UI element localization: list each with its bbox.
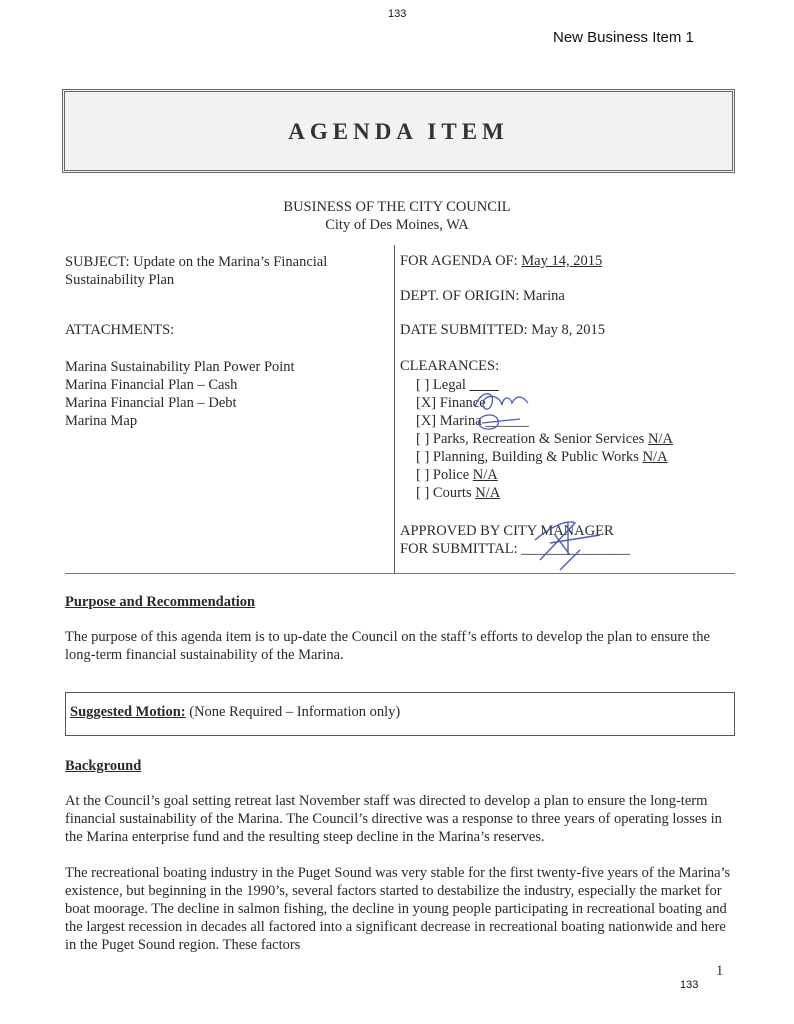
clearance-label: Police: [432, 467, 470, 483]
clearance-value: N/A: [647, 431, 673, 447]
clearance-police: [416, 466, 673, 484]
checkbox: [ ]: [416, 431, 430, 447]
checkbox: [ ]: [416, 485, 430, 501]
clearance-label: Planning, Building & Public Works: [432, 449, 639, 465]
clearances-label: CLEARANCES:: [400, 358, 500, 374]
suggested-motion: [70, 704, 400, 721]
attachment-item: Marina Sustainability Plan Power Point: [65, 359, 295, 375]
signature-blank: _______________: [521, 541, 631, 557]
suggested-motion-box: [65, 692, 735, 736]
agenda-of-value: May 14, 2015: [521, 253, 603, 269]
agenda-of-label: FOR AGENDA OF:: [400, 253, 522, 269]
clearance-courts: [416, 484, 673, 502]
approved-line1: APPROVED BY CITY MANAGER: [400, 523, 614, 539]
attachments-label: ATTACHMENTS:: [65, 322, 175, 338]
attachment-item: Marina Financial Plan – Debt: [65, 395, 237, 411]
subject: [65, 253, 327, 289]
clearance-label: Marina: [439, 413, 482, 429]
header-divider: [65, 573, 735, 574]
suggested-motion-text: (None Required – Information only): [185, 704, 401, 720]
approved-label: FOR SUBMITTAL:: [400, 541, 522, 557]
business-line1: BUSINESS OF THE CITY COUNCIL: [283, 199, 511, 215]
clearance-label: Legal: [432, 377, 466, 393]
business-line2: City of Des Moines, WA: [325, 217, 469, 233]
clearance-legal: [416, 376, 673, 394]
clearance-parks: [416, 430, 673, 448]
finance-initials-signature: [470, 385, 540, 435]
dept-origin: DEPT. OF ORIGIN: Marina: [400, 288, 565, 304]
background-para2: The recreational boating industry in the Puget Sound was very stable for the first twenty-five years of the Marina’s existence, but beginning in the 1990’s, several factors started to destabilize the industry, especially the market for boat moorage. The decline in salmon fishing, the decline in young people participating in recreational boating and the largest recession in decades all factored into a significant decrease in recreational boating nationwide and here in the Puget Sound region. These factors: [65, 865, 731, 953]
agenda-of: [400, 253, 602, 270]
clearances-list: [416, 376, 673, 502]
page-title: AGENDA ITEM: [288, 119, 509, 144]
clearance-label: Courts: [432, 485, 472, 501]
item-label: New Business Item 1: [553, 29, 694, 46]
clearance-value: N/A: [472, 467, 498, 483]
purpose-heading: Purpose and Recommendation: [65, 594, 256, 610]
column-divider: [394, 245, 395, 573]
checkbox: [ ]: [416, 467, 430, 483]
clearance-label: Parks, Recreation & Senior Services: [432, 431, 645, 447]
stamp-number: 133: [680, 979, 699, 991]
checkbox: [ ]: [416, 449, 430, 465]
clearance-value: ____: [469, 377, 499, 393]
checkbox: [X]: [416, 413, 437, 429]
page-number: 1: [716, 963, 724, 979]
clearance-marina: [416, 412, 673, 430]
background-para1: At the Council’s goal setting retreat last November staff was directed to develop a plan to ensure the long-term financial sustainability of the Marina. The Council’s directive was a response to three years of operating losses in the Marina enterprise fund and the resulting steep decline in the Marina’s reserves.: [65, 793, 722, 845]
date-submitted: DATE SUBMITTED: May 8, 2015: [400, 322, 606, 338]
clearance-value: N/A: [475, 485, 501, 501]
attachment-item: Marina Financial Plan – Cash: [65, 377, 238, 393]
subject-line2: Sustainability Plan: [65, 272, 175, 288]
suggested-motion-label: Suggested Motion:: [70, 704, 186, 720]
checkbox: [ ]: [416, 377, 430, 393]
subject-line1: SUBJECT: Update on the Marina’s Financial: [65, 254, 328, 270]
attachment-item: Marina Map: [65, 413, 138, 429]
checkbox: [X]: [416, 395, 437, 411]
clearance-value: N/A: [642, 449, 668, 465]
city-manager-signature: [530, 515, 610, 575]
top-page-number: 133: [388, 8, 407, 20]
title-box: [62, 89, 735, 173]
clearance-planning: [416, 448, 673, 466]
clearance-value: ______: [485, 413, 529, 429]
clearance-label: Finance: [439, 395, 486, 411]
attachments-list: [65, 358, 295, 430]
clearance-finance: [416, 394, 673, 412]
purpose-text: The purpose of this agenda item is to up-date the Council on the staff’s efforts to develop the plan to ensure the long-term financial sustainability of the Marina.: [65, 629, 710, 663]
background-heading: Background: [65, 758, 142, 774]
